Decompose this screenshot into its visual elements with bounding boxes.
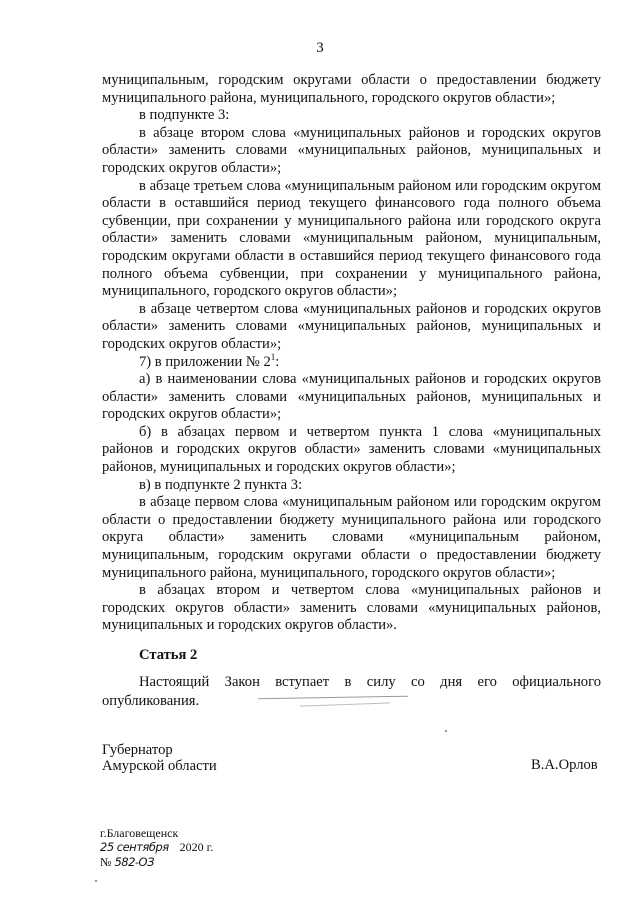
amendment-paragraph	[102, 107, 601, 125]
handwritten-date: 25 сентября	[100, 840, 169, 854]
paragraph-text: в абзаце первом слова «муниципальным районом или городским округом области о предоставлении бюджету муниципального района или городского округа области» заменить словами «муниципальным районом, муниципальным, городским округами области о предоставлении бюджету муниципального района, муниципального, городского округов области»;	[102, 494, 601, 581]
paragraph-text: в абзаце третьем слова «муниципальным районом или городским округом области в оставшийся период текущего финансового года полного объема субвенции, при сохранении у муниципального района или городского округа области» заменить словами «муниципальным районом, муниципальным, городским округами области в оставшийся период текущего финансового года полного объема субвенции, при сохранении у муниципального района, муниципального, городского округов области»;	[102, 177, 601, 300]
amendment-paragraph	[102, 424, 601, 477]
paragraph-text: а) в наименовании слова «муниципальных районов и городских округов области» заменить словами «муниципальных районов, муниципальных и городских округов области»;	[102, 371, 601, 423]
paragraph-text-tail: :	[275, 353, 280, 370]
amendment-paragraph	[102, 494, 601, 582]
amendment-paragraph	[102, 371, 601, 424]
article-2-paragraph: Настоящий Закон вступает в силу со дня его официального опубликования.	[102, 674, 601, 709]
amendment-paragraph	[102, 125, 601, 178]
paragraph-text: в подпункте 3:	[139, 107, 230, 124]
article-2-heading: Статья 2	[139, 647, 198, 663]
ink-dot	[445, 730, 447, 732]
amendment-paragraph	[102, 582, 601, 635]
number-sign: №	[100, 855, 112, 869]
signing-date	[100, 840, 213, 854]
article-2-text	[102, 673, 601, 711]
signing-city: г.Благовещенск	[100, 826, 179, 840]
paragraph-text: б) в абзацах первом и четвертом пункта 1 слова «муниципальных районов и городских округов области» заменить словами «муниципальных районов, муниципальных и городских округов области»;	[102, 423, 601, 476]
superscript: 1	[270, 351, 276, 362]
amendment-paragraph	[102, 477, 601, 495]
paragraph-text: муниципальным, городским округами области о предоставлении бюджету муниципального района, муниципального, городского округов области»;	[102, 72, 601, 106]
paragraph-text: в абзацах втором и четвертом слова «муниципальных районов и городских округов области» заменить словами «муниципальных районов, муниципальных и городских округов области».	[102, 582, 601, 634]
paragraph-text: 7) в приложении № 2	[139, 353, 271, 370]
amendment-paragraph	[102, 351, 601, 372]
signing-year: 2020 г.	[179, 840, 214, 854]
ink-dot	[95, 880, 97, 882]
signatory-title-line: Амурской области	[102, 758, 217, 774]
amendment-paragraph	[102, 178, 601, 301]
paragraph-text: в абзаце четвертом слова «муниципальных районов и городских округов области» заменить словами «муниципальных районов, муниципальных и городских округов области»;	[102, 300, 601, 352]
amendment-paragraph	[102, 72, 601, 107]
signatory-title	[102, 742, 217, 774]
page-number: 3	[316, 40, 324, 56]
signing-details	[100, 826, 213, 869]
amendment-text	[102, 72, 601, 635]
signatory-name: В.А.Орлов	[531, 757, 598, 773]
amendment-paragraph	[102, 301, 601, 354]
law-number	[100, 855, 213, 869]
paragraph-text: в абзаце втором слова «муниципальных районов и городских округов области» заменить словами «муниципальных районов, муниципальных и городских округов области»;	[102, 124, 601, 176]
handwritten-number: 582-ОЗ	[114, 855, 154, 869]
paragraph-text: в) в подпункте 2 пункта 3:	[139, 476, 303, 493]
signatory-title-line: Губернатор	[102, 742, 173, 758]
